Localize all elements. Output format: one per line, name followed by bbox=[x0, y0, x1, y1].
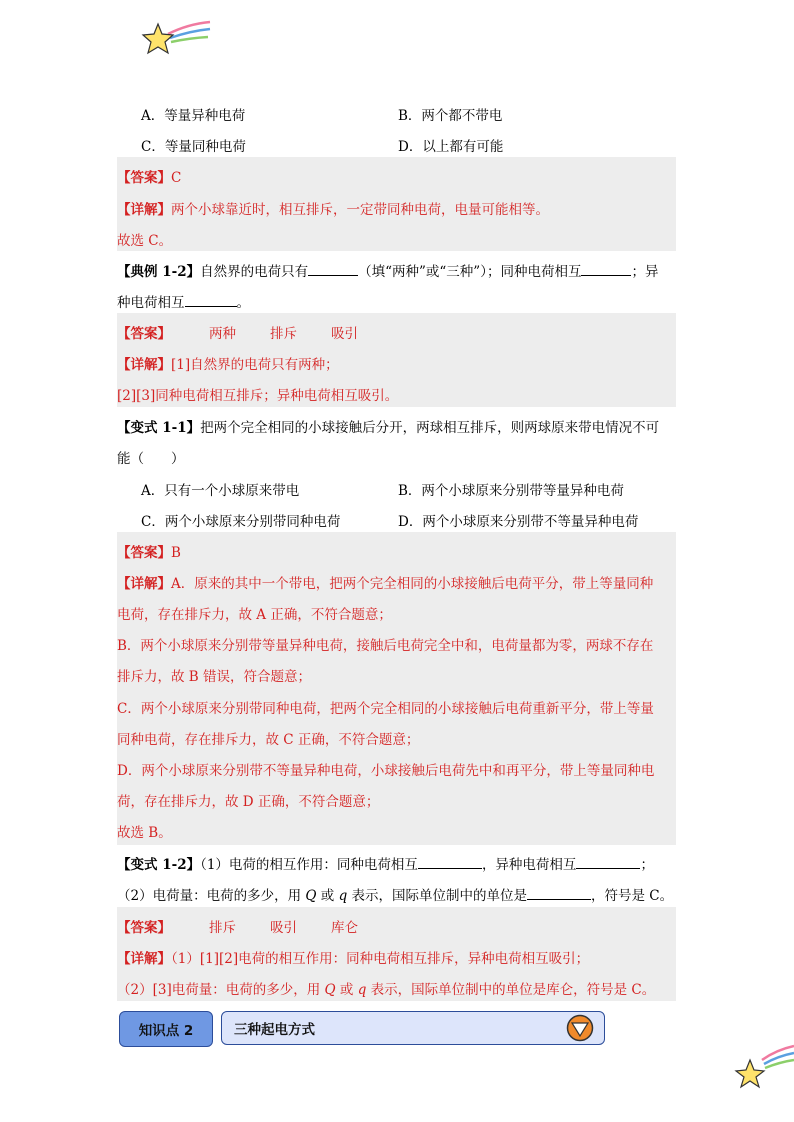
explain-line: C．两个小球原来分别带同种电荷，把两个完全相同的小球接触后电荷重新平分，带上等量 bbox=[117, 701, 654, 717]
explain-line: 排斥力，故 B 错误，符合题意； bbox=[117, 669, 312, 685]
option-a: A．只有一个小球原来带电 bbox=[141, 483, 300, 499]
knowledge-point-tag: 知识点 2 bbox=[119, 1011, 213, 1047]
answer-line: 【答案】 两种 排斥 吸引 bbox=[117, 326, 358, 342]
question-var12-cont: （2）电荷量：电荷的多少，用 Q 或 q 表示，国际单位制中的单位是 ，符号是 C。 bbox=[117, 888, 674, 904]
explain-line: 故选 C。 bbox=[117, 233, 173, 249]
question-ex12: 【典例 1-2】自然界的电荷只有 （填“两种”或“三种”）；同种电荷相互 ；异 bbox=[117, 264, 659, 280]
explain-line: D．两个小球原来分别带不等量异种电荷，小球接触后电荷先中和再平分，带上等量同种电 bbox=[117, 763, 655, 779]
explain-line: （2）[3]电荷量：电荷的多少，用 Q 或 q 表示，国际单位制中的单位是库仑，符号是 C。 bbox=[117, 982, 656, 998]
answer-line: 【答案】 排斥 吸引 库仑 bbox=[117, 920, 358, 936]
explain-line: [2][3]同种电荷相互排斥；异种电荷相互吸引。 bbox=[117, 388, 399, 404]
option-a: A．等量异种电荷 bbox=[141, 108, 246, 124]
knowledge-point-title: 三种起电方式 bbox=[221, 1011, 605, 1045]
option-b: B．两个都不带电 bbox=[398, 108, 503, 124]
option-d: D．两个小球原来分别带不等量异种电荷 bbox=[398, 514, 639, 530]
explain-line: 【详解】A．原来的其中一个带电，把两个完全相同的小球接触后电荷平分，带上等量同种 bbox=[117, 576, 654, 592]
option-d: D．以上都有可能 bbox=[398, 139, 504, 155]
explain-line: 【详解】两个小球靠近时，相互排斥，一定带同种电荷，电量可能相等。 bbox=[117, 202, 549, 218]
explain-line: 【详解】[1]自然界的电荷只有两种； bbox=[117, 357, 339, 373]
shooting-star-icon bbox=[140, 18, 214, 58]
question-ex12-cont: 种电荷相互 。 bbox=[117, 295, 250, 311]
explain-line: 【详解】（1）[1][2]电荷的相互作用：同种电荷相互排斥，异种电荷相互吸引； bbox=[117, 951, 590, 967]
answer-line: 【答案】B bbox=[117, 545, 181, 561]
shooting-star-icon bbox=[732, 1030, 794, 1092]
explain-line: B．两个小球原来分别带等量异种电荷，接触后电荷完全中和，电荷量都为零，两球不存在 bbox=[117, 638, 654, 654]
triangle-down-icon[interactable] bbox=[566, 1014, 594, 1042]
question-var12: 【变式 1-2】（1）电荷的相互作用：同种电荷相互 ，异种电荷相互 ； bbox=[117, 857, 654, 873]
option-c: C．等量同种电荷 bbox=[141, 139, 246, 155]
explain-line: 电荷，存在排斥力，故 A 正确，不符合题意； bbox=[117, 607, 392, 623]
option-c: C．两个小球原来分别带同种电荷 bbox=[141, 514, 341, 530]
question-var11: 【变式 1-1】把两个完全相同的小球接触后分开，两球相互排斥，则两球原来带电情况不可 bbox=[117, 420, 660, 436]
answer-line: 【答案】C bbox=[117, 170, 182, 186]
question-var11-cont: 能（ ） bbox=[117, 451, 185, 467]
explain-line: 同种电荷，存在排斥力，故 C 正确，不符合题意； bbox=[117, 732, 420, 748]
explain-line: 荷，存在排斥力，故 D 正确，不符合题意； bbox=[117, 794, 380, 810]
option-b: B．两个小球原来分别带等量异种电荷 bbox=[398, 483, 624, 499]
explain-line: 故选 B。 bbox=[117, 825, 172, 841]
